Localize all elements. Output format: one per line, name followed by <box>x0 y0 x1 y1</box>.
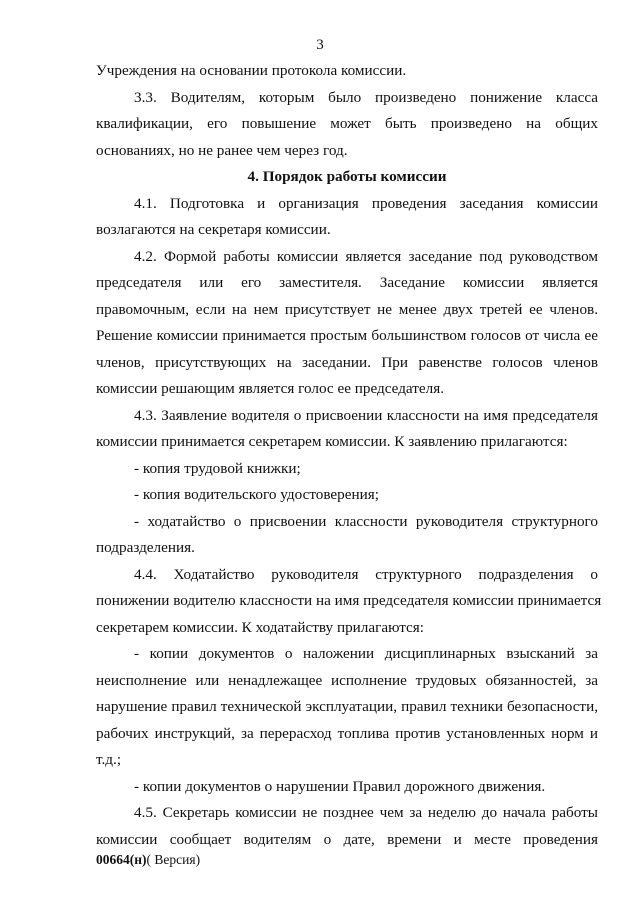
section-heading: 4. Порядок работы комиссии <box>247 168 447 185</box>
text-line: понижении водителю классности на имя председателя комиссии принимается <box>96 592 602 609</box>
text-line: 4.4. Ходатайство руководителя структурного подразделения о <box>134 565 598 583</box>
document-code: 00664(н) <box>96 852 147 867</box>
text-line: основаниях, но не ранее чем через год. <box>96 141 348 159</box>
text-line: 4.5. Секретарь комиссии не позднее чем за неделю до начала работы <box>134 804 598 821</box>
text-line: - ходатайство о присвоении классности руководителя структурного <box>134 512 598 530</box>
document-version: ( Версия) <box>146 852 201 867</box>
text-line: возлагаются на секретаря комиссии. <box>96 221 331 238</box>
page-number: 3 <box>316 37 324 53</box>
text-line: 3.3. Водителям, которым было произведено понижение класса <box>134 88 598 106</box>
text-line: Учреждения на основании протокола комиссии. <box>96 62 407 79</box>
text-line: неисполнение или ненадлежащее исполнение трудовых обязанностей, за <box>96 671 598 689</box>
text-line: комиссии принимается секретарем комиссии. К заявлению прилагаются: <box>96 433 568 450</box>
text-line: членов, присутствующих на заседании. При равенстве голосов членов <box>96 353 598 371</box>
text-line: комиссии решающим является голос ее председателя. <box>96 380 445 397</box>
text-line: квалификации, его повышение может быть произведено на общих <box>96 115 598 132</box>
document-footer <box>96 852 200 868</box>
text-line: секретарем комиссии. К ходатайству прилагаются: <box>96 618 425 636</box>
text-line: - копия водительского удостоверения; <box>134 486 379 503</box>
text-line: председателя или его заместителя. Заседание комиссии является <box>96 274 598 291</box>
text-line: т.д.; <box>96 751 122 768</box>
text-line: - копии документов о наложении дисциплинарных взысканий за <box>134 645 598 662</box>
text-line: рабочих инструкций, за перерасход топлива против установленных норм и <box>96 724 598 742</box>
text-line: - копия трудовой книжки; <box>134 459 301 477</box>
text-line: - копии документов о нарушении Правил дорожного движения. <box>134 777 546 795</box>
text-line: комиссии сообщает водителям о дате, времени и месте проведения <box>96 830 598 848</box>
text-line: 4.1. Подготовка и организация проведения заседания комиссии <box>134 194 598 212</box>
text-line: нарушение правил технической эксплуатации, правил техники безопасности, <box>96 698 598 715</box>
text-line: 4.3. Заявление водителя о присвоении классности на имя председателя <box>134 406 598 424</box>
text-line: Решение комиссии принимается простым большинством голосов от числа ее <box>96 327 598 344</box>
text-line: подразделения. <box>96 539 195 556</box>
text-line: 4.2. Формой работы комиссии является заседание под руководством <box>134 247 598 265</box>
document-body <box>96 58 602 853</box>
text-line: правомочным, если на нем присутствует не менее двух третей ее членов. <box>96 300 598 318</box>
